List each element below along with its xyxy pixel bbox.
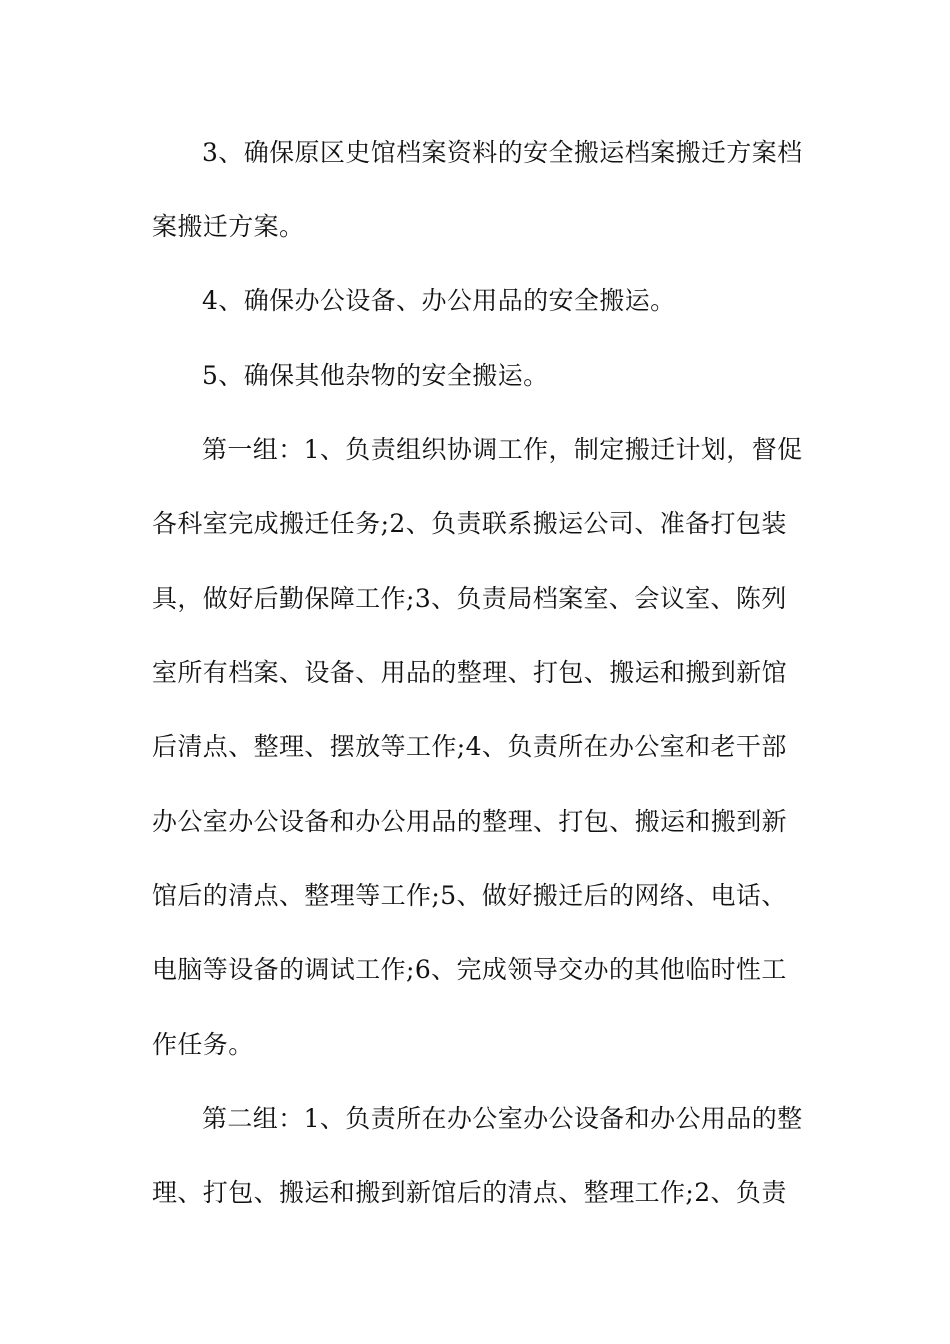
paragraph-line: 馆后的清点、整理等工作;5、做好搬迁后的网络、电话、	[152, 881, 787, 910]
paragraph-line: 理、打包、搬运和搬到新馆后的清点、整理工作;2、负责	[152, 1178, 787, 1207]
paragraph-line: 第二组：1、负责所在办公室办公设备和办公用品的整	[202, 1104, 803, 1133]
paragraph-line: 案搬迁方案。	[152, 212, 305, 241]
paragraph-line: 作任务。	[152, 1030, 254, 1059]
paragraph-line: 4、确保办公设备、办公用品的安全搬运。	[202, 286, 676, 315]
paragraph-line: 办公室办公设备和办公用品的整理、打包、搬运和搬到新	[152, 807, 788, 836]
paragraph-line: 电脑等设备的调试工作;6、完成领导交办的其他临时性工	[152, 955, 787, 984]
paragraph-line: 3、确保原区史馆档案资料的安全搬运档案搬迁方案档	[202, 138, 803, 167]
paragraph-line: 室所有档案、设备、用品的整理、打包、搬运和搬到新馆	[152, 658, 788, 687]
paragraph-line: 各科室完成搬迁任务;2、负责联系搬运公司、准备打包装	[152, 509, 787, 538]
paragraph-line: 第一组：1、负责组织协调工作，制定搬迁计划，督促	[202, 435, 803, 464]
paragraph-line: 具，做好后勤保障工作;3、负责局档案室、会议室、陈列	[152, 584, 787, 613]
paragraph-line: 5、确保其他杂物的安全搬运。	[202, 361, 549, 390]
paragraph-line: 后清点、整理、摆放等工作;4、负责所在办公室和老干部	[152, 732, 787, 761]
